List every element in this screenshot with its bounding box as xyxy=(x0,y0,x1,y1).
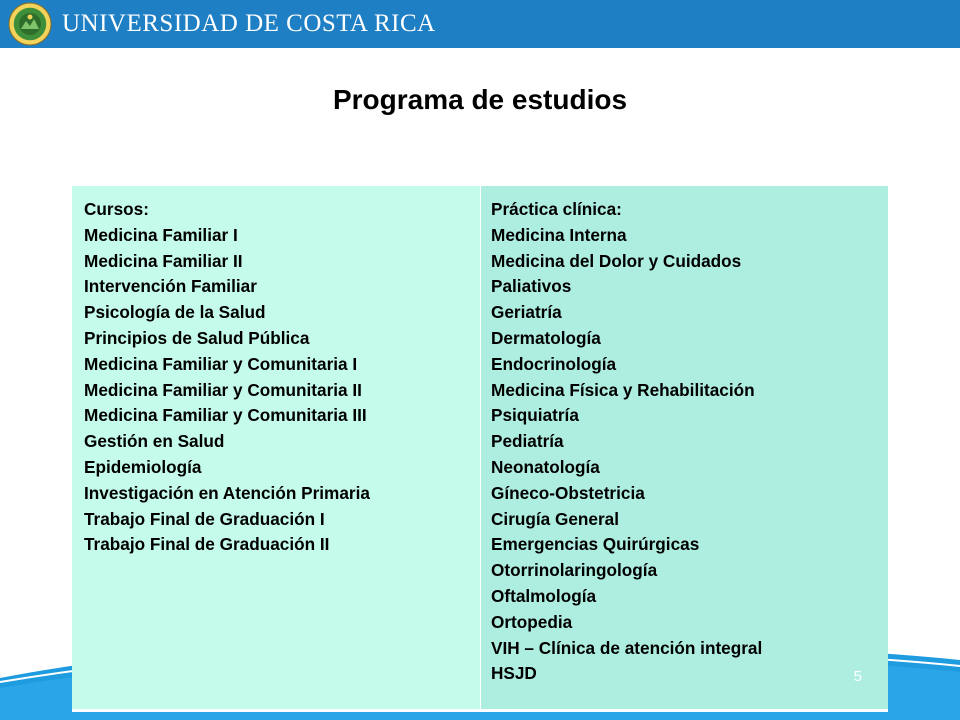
clinical-practice-item: Ortopedia xyxy=(491,611,573,632)
clinical-practice-item: Otorrinolaringología xyxy=(491,560,658,581)
university-name: UNIVERSIDAD DE COSTA RICA xyxy=(62,10,436,37)
clinical-practice-item: Medicina Física y Rehabilitación xyxy=(491,379,755,400)
header-bar xyxy=(0,0,960,48)
clinical-practice-item: Medicina Interna xyxy=(491,224,627,245)
course-item: Medicina Familiar y Comunitaria I xyxy=(84,353,358,374)
clinical-practice-item: VIH – Clínica de atención integral xyxy=(491,637,763,658)
course-item: Medicina Familiar y Comunitaria III xyxy=(84,405,367,426)
course-item: Epidemiología xyxy=(84,456,202,477)
clinical-practice-item: Oftalmología xyxy=(491,585,597,606)
clinical-practice-item: Geriatría xyxy=(491,302,562,323)
university-seal-icon xyxy=(8,2,52,46)
course-item: Intervención Familiar xyxy=(84,276,257,297)
study-program-table xyxy=(72,186,888,710)
clinical-practice-item: Medicina del Dolor y Cuidados xyxy=(491,250,742,271)
course-item: Principios de Salud Pública xyxy=(84,327,310,348)
clinical-practice-item: Dermatología xyxy=(491,327,601,348)
course-item: Trabajo Final de Graduación II xyxy=(84,534,330,555)
clinical-practice-item: Gíneco-Obstetricia xyxy=(491,482,645,503)
course-item: Psicología de la Salud xyxy=(84,302,266,323)
clinical-practice-item: Psiquiatría xyxy=(491,405,579,426)
course-item: Trabajo Final de Graduación I xyxy=(84,508,325,529)
clinical-practice-column xyxy=(481,186,888,710)
clinical-practice-item: Paliativos xyxy=(491,276,572,297)
clinical-practice-item: Neonatología xyxy=(491,456,600,477)
course-item: Medicina Familiar I xyxy=(84,224,238,245)
course-item: Gestión en Salud xyxy=(84,431,225,452)
clinical-practice-heading: Práctica clínica: xyxy=(491,199,622,219)
page-number: 5 xyxy=(853,668,862,685)
courses-column xyxy=(72,186,481,710)
clinical-practice-item: HSJD xyxy=(491,663,537,684)
course-item: Medicina Familiar y Comunitaria II xyxy=(84,379,362,400)
clinical-practice-item: Cirugía General xyxy=(491,508,619,529)
table-bottom-rule xyxy=(72,709,888,712)
clinical-practice-item: Emergencias Quirúrgicas xyxy=(491,534,700,555)
course-item: Medicina Familiar II xyxy=(84,250,243,271)
courses-heading: Cursos: xyxy=(84,199,149,219)
page-title: Programa de estudios xyxy=(332,84,628,115)
course-item: Investigación en Atención Primaria xyxy=(84,482,370,503)
clinical-practice-item: Pediatría xyxy=(491,431,564,452)
clinical-practice-item: Endocrinología xyxy=(491,353,617,374)
